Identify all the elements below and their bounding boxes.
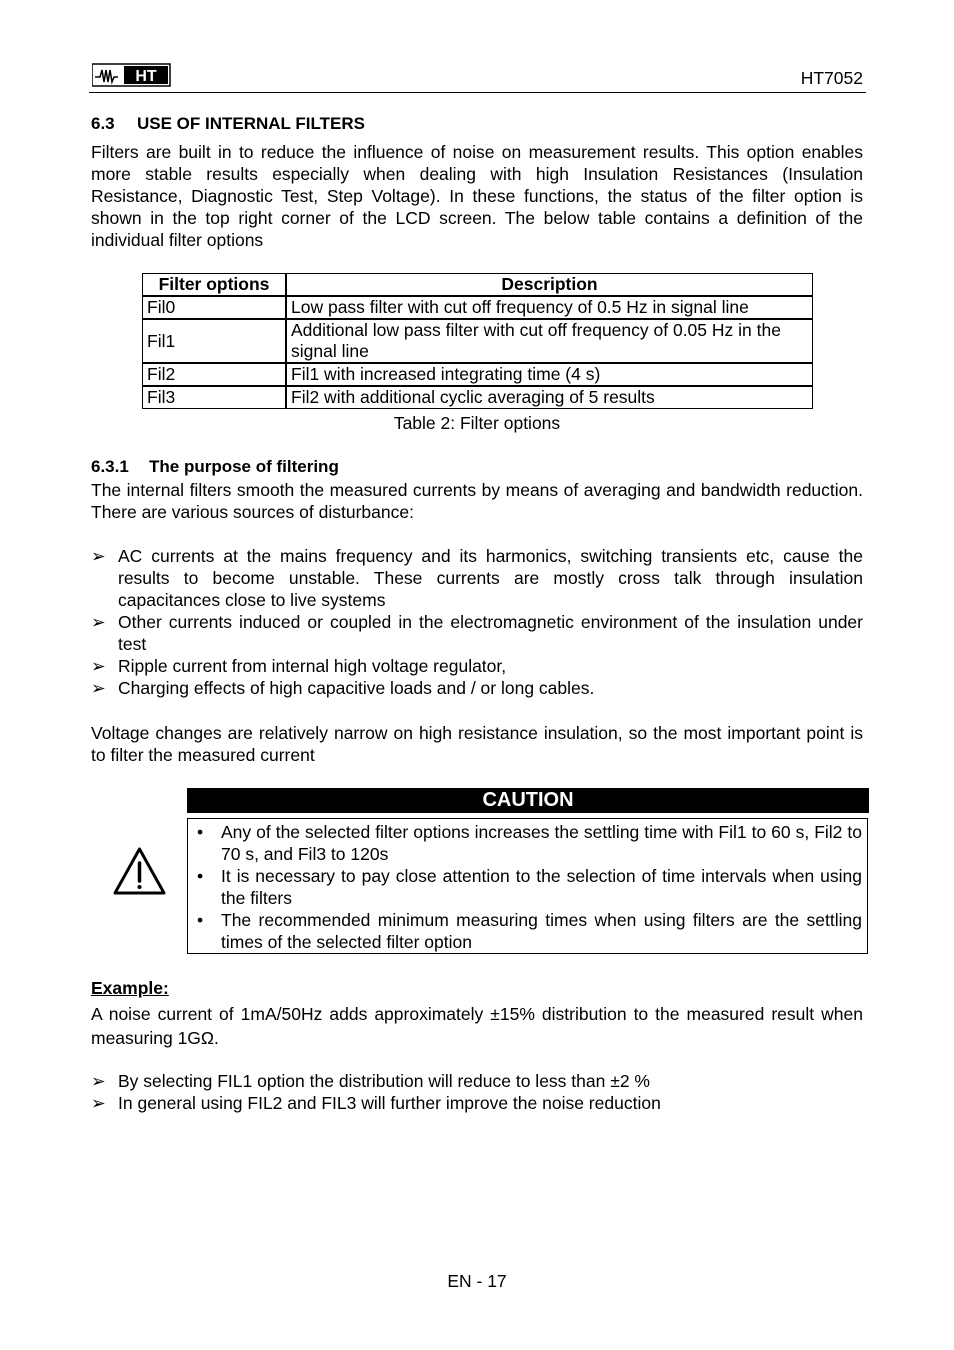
list-item-text: Other currents induced or coupled in the electromagnetic environment of the insulation under test bbox=[118, 612, 863, 654]
caution-item-text: It is necessary to pay close attention to the selection of time intervals when using the filters bbox=[221, 866, 862, 908]
section-intro: Filters are built in to reduce the influence of noise on measurement results. This option enables more stable results especially when dealing with high Insulation Resistances (Insulation Resistance, Diagnostic Test, Step Voltage). In these functions, the status of the filter option is shown in the top right corner of the LCD screen. The below table contains a definition of the individual filter options bbox=[91, 142, 863, 250]
list-item bbox=[91, 655, 863, 677]
caution-title: CAUTION bbox=[187, 788, 869, 813]
caution-item bbox=[192, 865, 862, 909]
table-row bbox=[142, 363, 813, 386]
table-row bbox=[142, 386, 813, 409]
subsection-intro: The internal filters smooth the measured currents by means of averaging and bandwidth reduction. There are various sources of disturbance: bbox=[91, 480, 863, 522]
table-header-description: Description bbox=[286, 273, 813, 296]
conclusion-paragraph: Voltage changes are relatively narrow on high resistance insulation, so the most important point is to filter the measured current bbox=[91, 723, 863, 765]
list-item-text: In general using FIL2 and FIL3 will further improve the noise reduction bbox=[118, 1093, 661, 1113]
table-row bbox=[142, 296, 813, 319]
filter-options-table bbox=[142, 273, 813, 409]
caution-item-text: The recommended minimum measuring times when using filters are the settling times of the selected filter option bbox=[221, 910, 862, 952]
table-cell-filter: Fil3 bbox=[142, 386, 286, 409]
list-item-text: Ripple current from internal high voltage regulator, bbox=[118, 656, 507, 676]
caution-box bbox=[187, 818, 868, 954]
arrow-bullet-icon: ➢ bbox=[91, 678, 106, 698]
subsection-title: The purpose of filtering bbox=[149, 457, 339, 476]
model-number: HT7052 bbox=[800, 68, 863, 88]
example-list bbox=[91, 1070, 863, 1114]
section-number: 6.3 bbox=[91, 114, 115, 133]
list-item bbox=[91, 545, 863, 611]
list-item bbox=[91, 611, 863, 655]
arrow-bullet-icon: ➢ bbox=[91, 1071, 106, 1091]
table-cell-filter: Fil1 bbox=[142, 319, 286, 363]
arrow-bullet-icon: ➢ bbox=[91, 656, 106, 676]
disturbance-list bbox=[91, 545, 863, 699]
bullet-dot-icon: • bbox=[197, 910, 204, 930]
table-cell-description: Low pass filter with cut off frequency of 0.5 Hz in signal line bbox=[286, 296, 813, 319]
list-item bbox=[91, 1070, 863, 1092]
list-item bbox=[91, 677, 863, 699]
list-item-text: By selecting FIL1 option the distribution will reduce to less than ±2 % bbox=[118, 1071, 650, 1091]
table-cell-description: Fil1 with increased integrating time (4 s) bbox=[286, 363, 813, 386]
example-heading: Example: bbox=[91, 978, 169, 998]
subsection-number: 6.3.1 bbox=[91, 457, 129, 476]
table-cell-filter: Fil0 bbox=[142, 296, 286, 319]
table-header-row bbox=[142, 273, 813, 296]
page-number: EN - 17 bbox=[447, 1271, 507, 1291]
caution-list bbox=[192, 821, 862, 953]
table-caption: Table 2: Filter options bbox=[393, 413, 561, 433]
logo-text: HT bbox=[135, 68, 157, 85]
table-header-filter-options: Filter options bbox=[142, 273, 286, 296]
list-item-text: Charging effects of high capacitive loads and / or long cables. bbox=[118, 678, 595, 698]
arrow-bullet-icon: ➢ bbox=[91, 546, 106, 566]
table-cell-description: Fil2 with additional cyclic averaging of 5 results bbox=[286, 386, 813, 409]
caution-item bbox=[192, 821, 862, 865]
example-text: A noise current of 1mA/50Hz adds approximately ±15% distribution to the measured result when measuring 1GΩ. bbox=[91, 1004, 863, 1048]
arrow-bullet-icon: ➢ bbox=[91, 612, 106, 632]
arrow-bullet-icon: ➢ bbox=[91, 1093, 106, 1113]
header-divider bbox=[89, 92, 866, 93]
table-cell-description: Additional low pass filter with cut off frequency of 0.05 Hz in the signal line bbox=[286, 319, 813, 363]
section-title: USE OF INTERNAL FILTERS bbox=[137, 114, 365, 133]
subsection-heading bbox=[91, 457, 339, 477]
bullet-dot-icon: • bbox=[197, 866, 204, 886]
caution-item bbox=[192, 909, 862, 953]
bullet-dot-icon: • bbox=[197, 822, 204, 842]
table-cell-filter: Fil2 bbox=[142, 363, 286, 386]
caution-item-text: Any of the selected filter options increases the settling time with Fil1 to 60 s, Fil2 to 70 s, and Fil3 to 120s bbox=[221, 822, 862, 864]
ht-logo bbox=[92, 62, 172, 88]
table-row bbox=[142, 319, 813, 363]
list-item bbox=[91, 1092, 863, 1114]
warning-triangle-icon bbox=[112, 846, 167, 896]
section-heading bbox=[91, 114, 365, 134]
list-item-text: AC currents at the mains frequency and its harmonics, switching transients etc, cause the results to become unstable. These currents are mostly cross talk through insulation capacitances close to live systems bbox=[118, 546, 863, 610]
